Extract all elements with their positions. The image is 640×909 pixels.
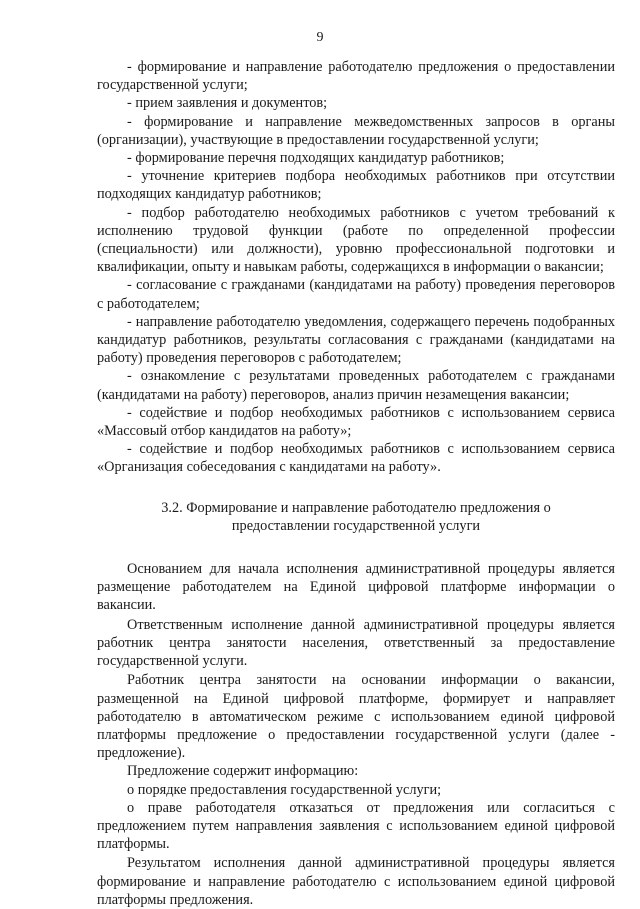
paragraph: Ответственным исполнение данной административной процедуры является работник центра занятости населения, ответственный за предоставление государственной услуги. (97, 616, 615, 670)
paragraph: Предложение содержит информацию: (127, 763, 359, 780)
list-item: - подбор работодателю необходимых работников с учетом требований к исполнению трудовой функции (работе по определенной профессии (специальности) или должности), уровню профессиональной подготовки и квалификации, опыту и навыкам работы, содержащихся в информации о вакансии; (97, 204, 615, 276)
procedure-list (97, 58, 615, 477)
list-item: - направление работодателю уведомления, содержащего перечень подобранных кандидатур работников, результаты согласования с гражданами (кандидатами на работу) проведения переговоров с работодателем; (97, 313, 615, 367)
paragraph: о порядке предоставления государственной услуги; (127, 781, 442, 798)
paragraph: Основанием для начала исполнения административной процедуры является размещение работодателем на Единой цифровой платформе информации о вакансии. (97, 561, 615, 614)
paragraph: Работник центра занятости на основании информации о вакансии, размещенной на Единой цифровой платформе, формирует и направляет работодателю в автоматическом режиме с использованием единой цифровой платформы предложение о предоставлении государственной услуги (далее - предложение). (97, 672, 615, 762)
paragraph: Результатом исполнения данной административной процедуры является формирование и направление работодателю с использованием единой цифровой платформы предложения. (97, 855, 615, 908)
list-item: - согласование с гражданами (кандидатами на работу) проведения переговоров с работодателем; (97, 277, 615, 312)
section-heading: 3.2. Формирование и направление работодателю предложения о предоставлении государственной услуги (161, 499, 551, 534)
list-item: - формирование и направление межведомственных запросов в органы (организации), участвующие в предоставлении государственной услуги; (97, 113, 615, 148)
page-number: 9 (316, 30, 324, 45)
list-item: - содействие и подбор необходимых работников с использованием сервиса «Массовый отбор кандидатов на работу»; (97, 404, 615, 440)
list-item: - формирование перечня подходящих кандидатур работников; (127, 150, 505, 167)
list-item: - формирование и направление работодателю предложения о предоставлении государственной услуги; (97, 59, 615, 94)
page-content (97, 58, 615, 909)
list-item: - ознакомление с результатами проведенных работодателем с гражданами (кандидатами на работу) переговоров, анализ причин незамещения вакансии; (97, 368, 615, 403)
list-item: - уточнение критериев подбора необходимых работников при отсутствии подходящих кандидатур работников; (97, 168, 615, 203)
section-body (97, 560, 615, 909)
list-item: - содействие и подбор необходимых работников с использованием сервиса «Организация собеседования с кандидатами на работу». (97, 441, 615, 476)
list-item: - прием заявления и документов; (127, 95, 328, 112)
paragraph: о праве работодателя отказаться от предложения или согласиться с предложением путем направления заявления с использованием единой цифровой платформы. (97, 799, 615, 853)
